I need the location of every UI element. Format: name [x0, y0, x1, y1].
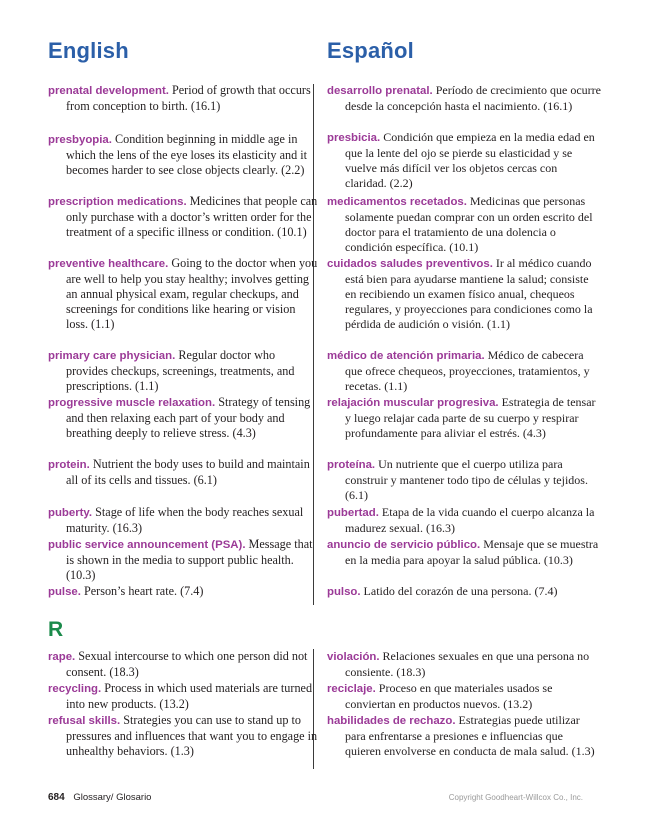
glossary-entry — [327, 256, 601, 332]
entry-definition: Un nutriente que el cuerpo utiliza para construir y mantener todo tipo de células y tejidos. (6.1) — [345, 457, 588, 502]
entry-definition: Condición que empieza en la media edad en que la lente del ojo se pierde su elasticidad y se vuelve más difícil ver los objetos cercas con claridad. (2.2) — [345, 130, 595, 190]
entry-term: violación. — [327, 651, 380, 663]
glossary-entry — [327, 584, 601, 600]
entry-term: protein. — [48, 459, 90, 471]
glossary-entry — [327, 130, 601, 191]
entry-definition: Nutrient the body uses to build and maintain all of its cells and tissues. (6.1) — [66, 457, 310, 487]
entry-definition: Person’s heart rate. (7.4) — [80, 584, 204, 598]
spanish-heading: Español — [327, 38, 414, 63]
glossary-entry — [48, 505, 320, 536]
entry-term: medicamentos recetados. — [327, 196, 467, 208]
copyright-notice: Copyright Goodheart-Willcox Co., Inc. — [448, 793, 583, 802]
entry-term: cuidados saludes preventivos. — [327, 258, 493, 270]
entry-definition: Estrategia de tensar y luego relajar cada parte de su cuerpo y respirar profundamente para aliviar el estrés. (4.3) — [345, 395, 596, 440]
glossary-entry — [327, 537, 601, 568]
glossary-entry — [48, 348, 320, 394]
entry-definition: Sexual intercourse to which one person did not consent. (18.3) — [66, 649, 308, 679]
entry-definition: Ir al médico cuando está bien para ayudarse mantiene la salud; consiste en recibiendo un examen físico anual, chequeos regulares, y proyecciones para condiciones como la pérdida de audición o visión. (1.1) — [345, 256, 593, 331]
glossary-entry — [327, 83, 601, 114]
entry-term: pulse. — [48, 586, 81, 598]
entry-definition: Strategies you can use to stand up to pressures and influences that want you to engage in unhealthy behaviors. (1.3) — [66, 713, 318, 758]
page-number: 684 — [48, 792, 65, 803]
entry-definition: Etapa de la vida cuando el cuerpo alcanza la madurez sexual. (16.3) — [345, 505, 595, 535]
entry-term: anuncio de servicio público. — [327, 539, 481, 551]
entry-term: recycling. — [48, 683, 102, 695]
entry-term: public service announcement (PSA). — [48, 539, 246, 551]
entry-term: primary care physician. — [48, 350, 176, 362]
entry-term: prenatal development. — [48, 85, 169, 97]
glossary-entry — [327, 713, 601, 759]
entry-term: puberty. — [48, 507, 93, 519]
entry-term: presbyopia. — [48, 134, 112, 146]
glossary-entry — [327, 348, 601, 394]
entry-term: habilidades de rechazo. — [327, 715, 456, 727]
glossary-entry — [48, 649, 320, 680]
entry-definition: Medicinas que personas solamente puedan comprar con un orden escrito del doctor para el tratamiento de una dolencia o condición específica. (10.1) — [345, 194, 593, 254]
entry-definition: Latido del corazón de una persona. (7.4) — [360, 584, 558, 598]
entry-term: reciclaje. — [327, 683, 376, 695]
entry-definition: Estrategias puede utilizar para enfrentarse a presiones e influencias que quieren envolverse en conducta de mala salud. (1.3) — [345, 713, 595, 758]
entry-definition: Strategy of tensing and then relaxing each part of your body and breathing deeply to relieve stress. (4.3) — [66, 395, 311, 440]
entry-definition: Proceso en que materiales usados se conviertan en productos nuevos. (13.2) — [345, 681, 553, 711]
entry-term: rape. — [48, 651, 76, 663]
glossary-entry — [48, 256, 320, 332]
entry-definition: Message that is shown in the media to support public health. (10.3) — [66, 537, 313, 582]
footer-section-label: Glossary/ Glosario — [73, 792, 152, 803]
glossary-entry — [48, 395, 320, 441]
entry-term: proteína. — [327, 459, 376, 471]
entry-definition: Relaciones sexuales en que una persona no consiente. (18.3) — [345, 649, 590, 679]
entry-definition: Condition beginning in middle age in which the lens of the eye loses its elasticity and it becomes harder to see close objects clearly. (2.2) — [66, 132, 307, 177]
entry-term: pulso. — [327, 586, 361, 598]
glossary-entry — [327, 457, 601, 503]
entry-term: refusal skills. — [48, 715, 121, 727]
entry-definition: Going to the doctor when you are well to help you stay healthy; involves getting an annual physical exam, regular checkups, and screenings for conditions like hearing or vision loss. (1.1) — [66, 256, 318, 331]
entry-term: médico de atención primaria. — [327, 350, 485, 362]
entry-term: relajación muscular progresiva. — [327, 397, 499, 409]
entry-term: progressive muscle relaxation. — [48, 397, 216, 409]
entry-definition: Process in which used materials are turned into new products. (13.2) — [66, 681, 313, 711]
glossary-entry — [327, 505, 601, 536]
glossary-entry — [48, 194, 320, 240]
section-letter-r: R — [48, 618, 64, 641]
entry-term: prescription medications. — [48, 196, 187, 208]
entry-definition: Medicines that people can only purchase with a doctor’s written order for the treatment of a specific illness or condition. (10.1) — [66, 194, 318, 239]
entry-term: pubertad. — [327, 507, 379, 519]
english-heading: English — [48, 38, 129, 63]
glossary-entry — [327, 395, 601, 441]
entry-definition: Médico de cabecera que ofrece chequeos, proyecciones, tratamientos, y recetas. (1.1) — [345, 348, 590, 393]
glossary-entry — [327, 649, 601, 680]
entry-definition: Period of growth that occurs from conception to birth. (16.1) — [66, 83, 311, 113]
glossary-entry — [48, 457, 320, 488]
glossary-entry — [48, 713, 320, 759]
glossary-entry — [48, 537, 320, 583]
glossary-entry — [48, 584, 320, 600]
glossary-entry — [327, 681, 601, 712]
entry-definition: Mensaje que se muestra en la media para apoyar la salud pública. (10.3) — [345, 537, 599, 567]
page-footer — [48, 792, 151, 803]
entry-term: desarrollo prenatal. — [327, 85, 433, 97]
entry-definition: Regular doctor who provides checkups, screenings, treatments, and prescriptions. (1.1) — [66, 348, 295, 393]
entry-term: presbicia. — [327, 132, 381, 144]
entry-definition: Período de crecimiento que ocurre desde la concepción hasta el nacimiento. (16.1) — [345, 83, 601, 113]
glossary-entry — [327, 194, 601, 255]
entry-term: preventive healthcare. — [48, 258, 169, 270]
glossary-entry — [48, 681, 320, 712]
entry-definition: Stage of life when the body reaches sexual maturity. (16.3) — [66, 505, 304, 535]
glossary-entry — [48, 132, 320, 178]
glossary-entry — [48, 83, 320, 114]
